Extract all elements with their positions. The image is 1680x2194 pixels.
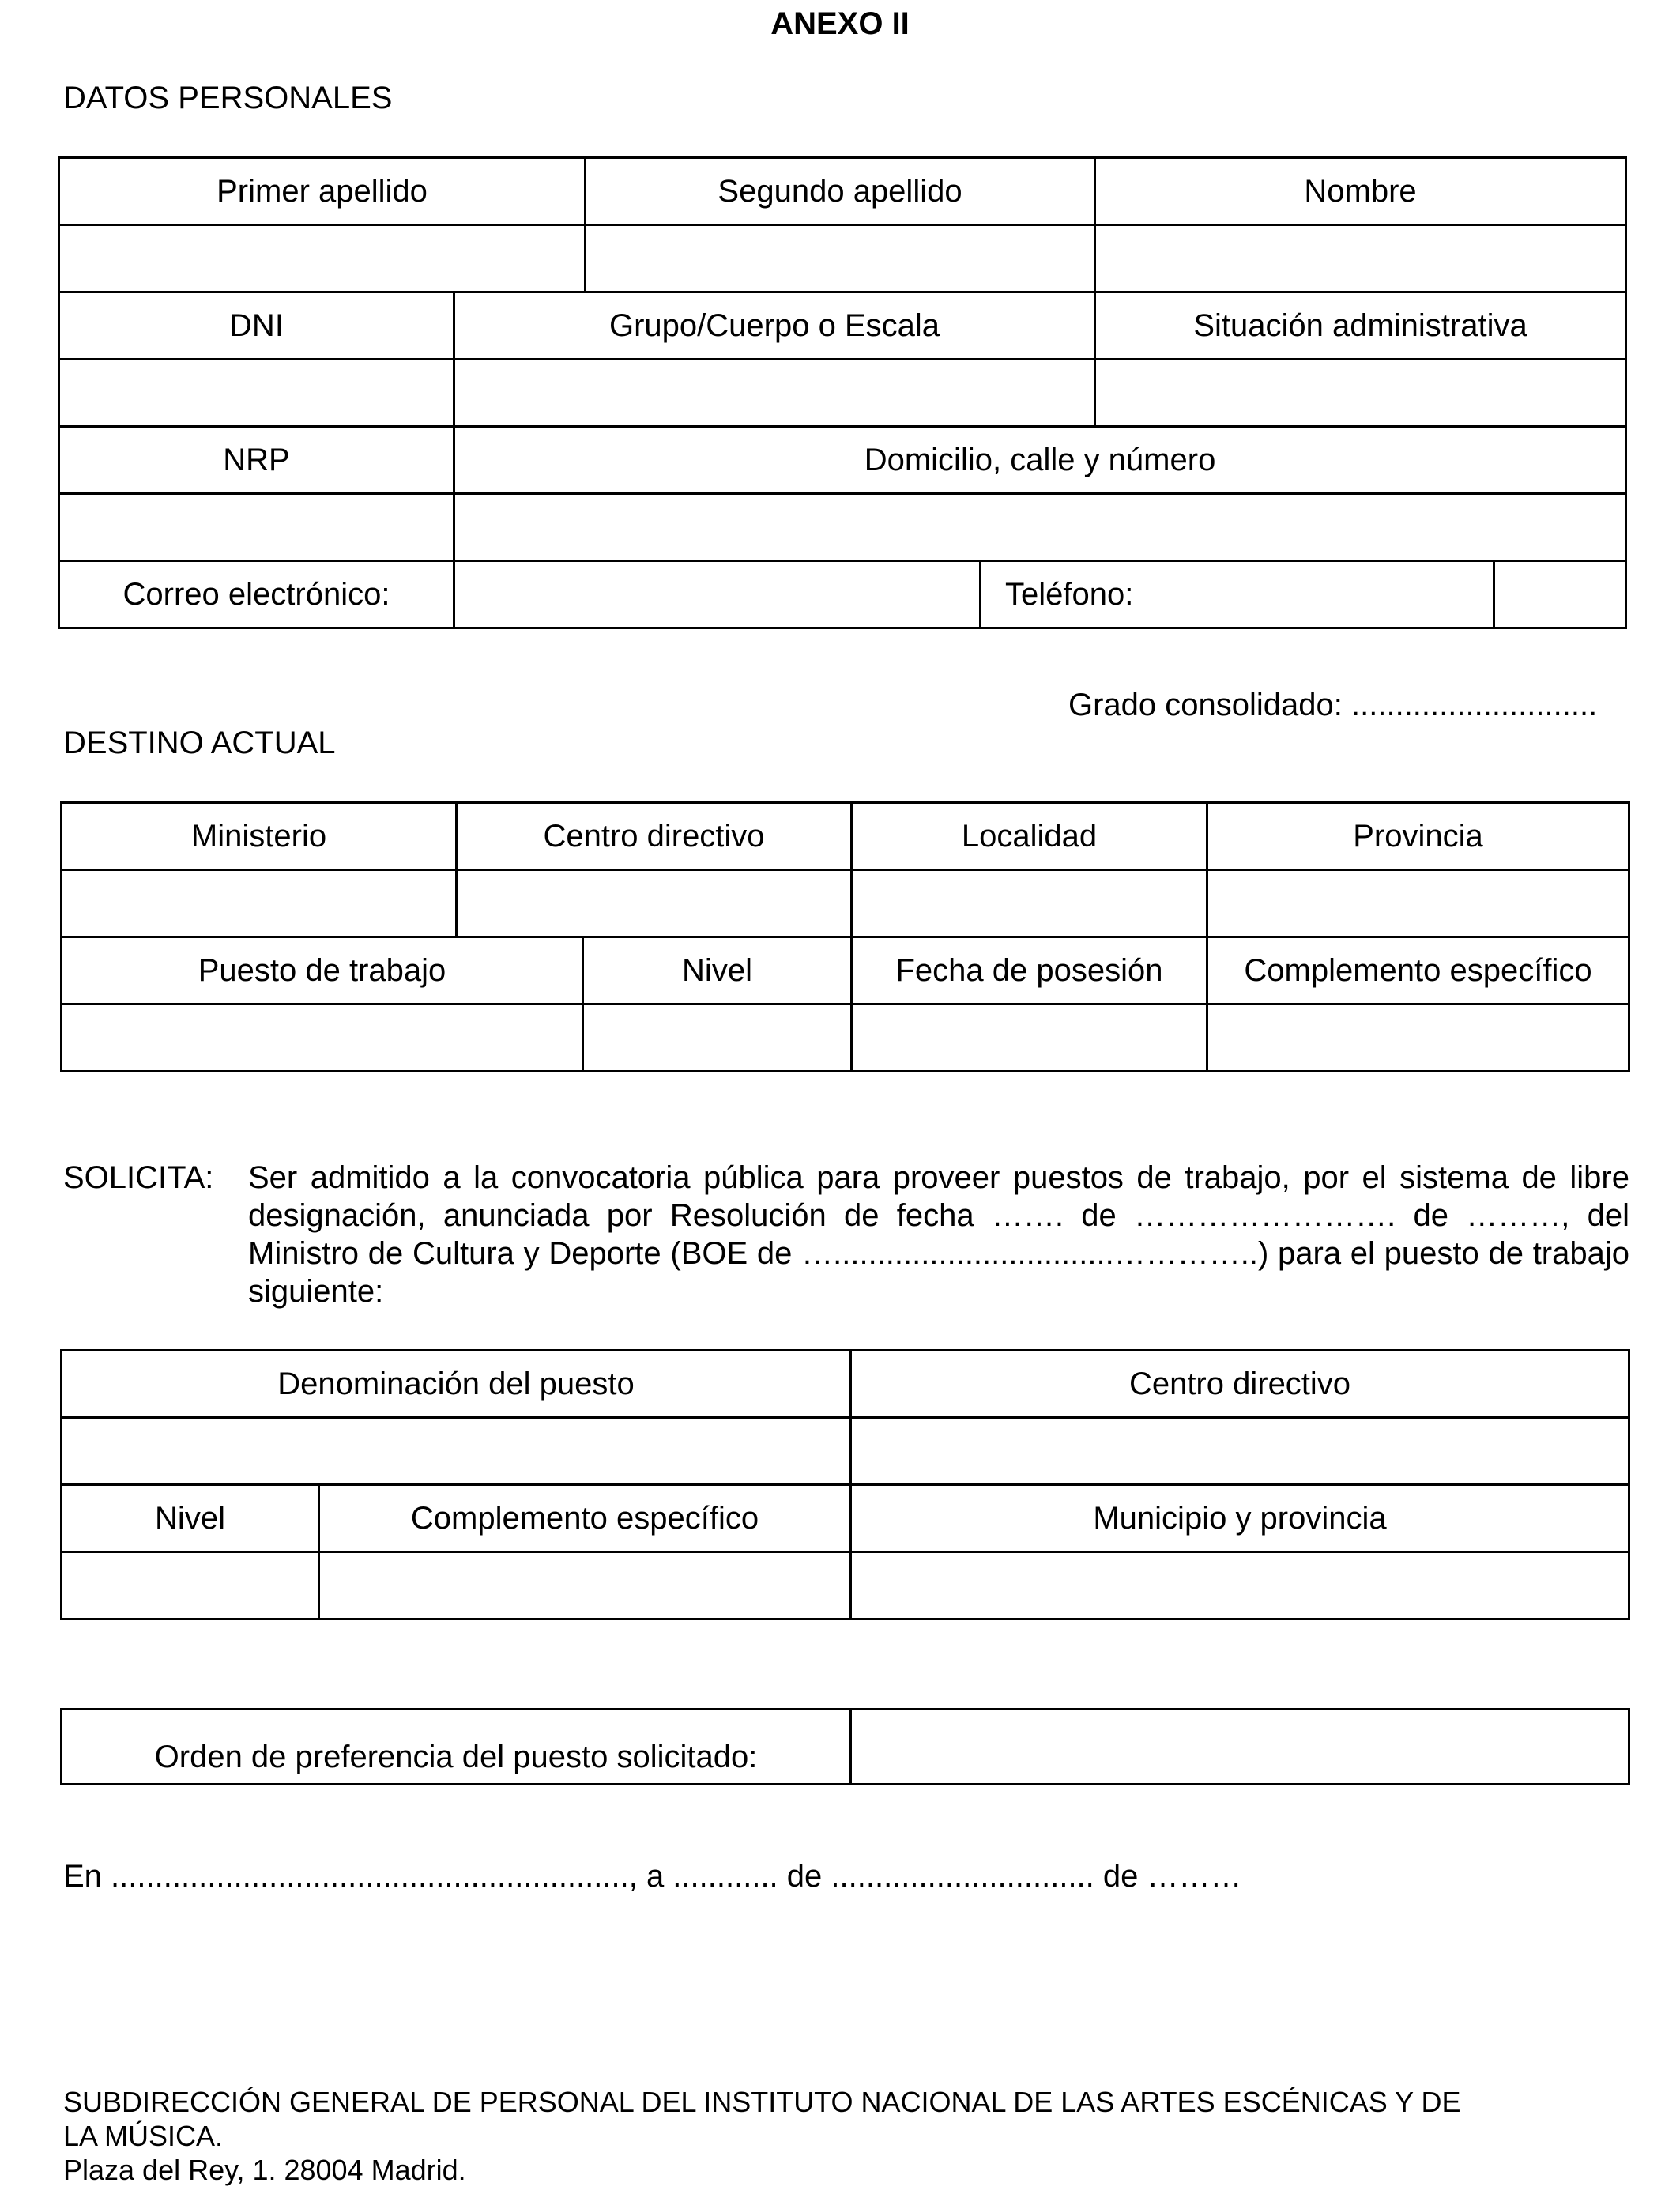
puesto-nivel-field[interactable]: [62, 1552, 319, 1619]
document-title: ANEXO II: [770, 6, 910, 41]
telefono-label: Teléfono:: [981, 561, 1494, 628]
solicita-label: SOLICITA:: [63, 1160, 214, 1195]
situacion-administrativa-field[interactable]: [1095, 360, 1626, 427]
puesto-trabajo-label: Puesto de trabajo: [62, 937, 583, 1005]
footer-line-2: LA MÚSICA.: [63, 2120, 224, 2152]
centro-directivo-label: Centro directivo: [457, 803, 852, 870]
solicita-text: Ser admitido a la convocatoria pública para proveer puestos de trabajo, por el sistema de libre designación, anunciada por Resolución de fecha ……. de ……………………. de ………, del Ministro de Cultura y Deporte (BOE de …................................…………..) para el puesto de trabajo siguiente:: [248, 1160, 1629, 1309]
destino-actual-heading: DESTINO ACTUAL: [63, 726, 336, 760]
dni-label: DNI: [59, 292, 454, 360]
domicilio-label: Domicilio, calle y número: [454, 427, 1626, 494]
primer-apellido-label: Primer apellido: [59, 158, 586, 225]
datos-personales-heading: DATOS PERSONALES: [63, 81, 393, 115]
nombre-label: Nombre: [1095, 158, 1626, 225]
dni-field[interactable]: [59, 360, 454, 427]
nivel-label: Nivel: [583, 937, 852, 1005]
footer-line-3: Plaza del Rey, 1. 28004 Madrid.: [63, 2154, 466, 2186]
municipio-provincia-field[interactable]: [851, 1552, 1629, 1619]
datos-personales-table: [58, 156, 1627, 629]
nrp-field[interactable]: [59, 494, 454, 561]
correo-field[interactable]: [454, 561, 981, 628]
municipio-provincia-label: Municipio y provincia: [851, 1485, 1629, 1552]
puesto-complemento-field[interactable]: [319, 1552, 851, 1619]
orden-preferencia-table: [60, 1708, 1630, 1785]
segundo-apellido-label: Segundo apellido: [586, 158, 1095, 225]
nivel-field[interactable]: [583, 1005, 852, 1072]
nrp-label: NRP: [59, 427, 454, 494]
segundo-apellido-field[interactable]: [586, 225, 1095, 292]
grupo-cuerpo-label: Grupo/Cuerpo o Escala: [454, 292, 1095, 360]
fecha-posesion-field[interactable]: [852, 1005, 1207, 1072]
denominacion-puesto-label: Denominación del puesto: [62, 1351, 851, 1418]
fecha-line: En ..........................................................., a ............ de .............................. de ………: [63, 1859, 1242, 1894]
puesto-complemento-label: Complemento específico: [319, 1485, 851, 1552]
puesto-centro-directivo-field[interactable]: [851, 1418, 1629, 1485]
ministerio-label: Ministerio: [62, 803, 457, 870]
localidad-label: Localidad: [852, 803, 1207, 870]
denominacion-puesto-field[interactable]: [62, 1418, 851, 1485]
nombre-field[interactable]: [1095, 225, 1626, 292]
complemento-especifico-label: Complemento específico: [1207, 937, 1629, 1005]
grupo-cuerpo-field[interactable]: [454, 360, 1095, 427]
destino-actual-table: [60, 801, 1630, 1072]
centro-directivo-field[interactable]: [457, 870, 852, 937]
puesto-solicitado-table: [60, 1349, 1630, 1620]
complemento-especifico-field[interactable]: [1207, 1005, 1629, 1072]
ministerio-field[interactable]: [62, 870, 457, 937]
grado-consolidado: Grado consolidado: ............................: [1068, 688, 1598, 722]
provincia-field[interactable]: [1207, 870, 1629, 937]
domicilio-field[interactable]: [454, 494, 1626, 561]
puesto-trabajo-field[interactable]: [62, 1005, 583, 1072]
orden-preferencia-label: Orden de preferencia del puesto solicitado:: [62, 1710, 851, 1785]
provincia-label: Provincia: [1207, 803, 1629, 870]
footer-line-1: SUBDIRECCIÓN GENERAL DE PERSONAL DEL INSTITUTO NACIONAL DE LAS ARTES ESCÉNICAS Y DE: [63, 2086, 1461, 2118]
fecha-posesion-label: Fecha de posesión: [852, 937, 1207, 1005]
orden-preferencia-field[interactable]: [851, 1710, 1629, 1785]
telefono-field[interactable]: [1494, 561, 1626, 628]
puesto-centro-directivo-label: Centro directivo: [851, 1351, 1629, 1418]
situacion-administrativa-label: Situación administrativa: [1095, 292, 1626, 360]
puesto-nivel-label: Nivel: [62, 1485, 319, 1552]
localidad-field[interactable]: [852, 870, 1207, 937]
correo-label: Correo electrónico:: [59, 561, 454, 628]
primer-apellido-field[interactable]: [59, 225, 586, 292]
